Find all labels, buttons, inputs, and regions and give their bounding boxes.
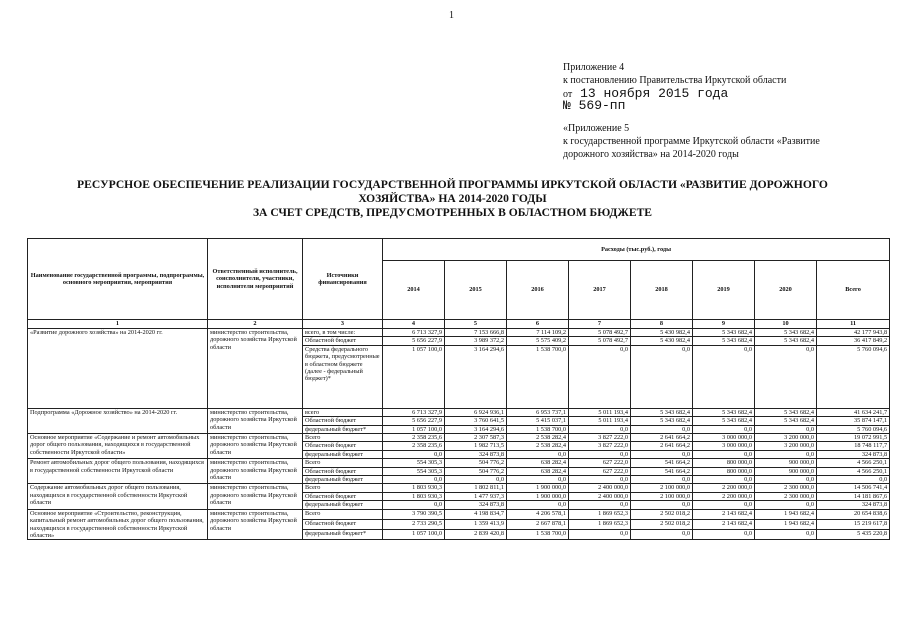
expense-value: 2 400 000,0	[569, 492, 631, 500]
expense-value: 35 874 147,1	[817, 417, 890, 425]
expense-value: 2 667 878,1	[507, 519, 569, 529]
header-year: 2020	[755, 261, 817, 320]
expense-value: 2 143 682,4	[693, 509, 755, 519]
header-name: Наименование государственной программы, подпрограммы, основного мероприятия, мероприятия	[28, 239, 208, 320]
expense-value: 0,0	[755, 450, 817, 458]
funding-source: Всего	[303, 509, 383, 519]
column-index: 11	[817, 320, 890, 329]
expense-value: 2 300 000,0	[755, 484, 817, 492]
expense-value: 900 000,0	[755, 467, 817, 475]
expense-value: 2 300 000,0	[755, 492, 817, 500]
expense-value: 1 477 937,3	[445, 492, 507, 500]
expense-value: 0,0	[631, 425, 693, 433]
expense-value: 0,0	[569, 425, 631, 433]
header-year: 2016	[507, 261, 569, 320]
expense-value: 2 100 000,0	[631, 492, 693, 500]
expense-value: 5 343 682,4	[693, 408, 755, 416]
expense-value: 0,0	[445, 476, 507, 484]
expense-value: 0,0	[383, 476, 445, 484]
expense-value: 627 222,0	[569, 467, 631, 475]
expense-value: 1 802 811,1	[445, 484, 507, 492]
expense-value: 0,0	[631, 530, 693, 540]
funding-source: Областной бюджет	[303, 519, 383, 529]
funding-source: Областной бюджет	[303, 492, 383, 500]
header-year: 2018	[631, 261, 693, 320]
expense-value: 36 417 849,2	[817, 337, 890, 345]
expense-value: 1 943 682,4	[755, 509, 817, 519]
expense-value: 0,0	[569, 501, 631, 509]
expense-value: 324 873,8	[817, 501, 890, 509]
expense-value: 800 000,0	[693, 459, 755, 467]
expense-value: 0,0	[569, 530, 631, 540]
expense-value: 0,0	[569, 345, 631, 408]
funding-source: федеральный бюджет	[303, 501, 383, 509]
funding-source: Областной бюджет	[303, 417, 383, 425]
expense-value: 3 200 000,0	[755, 442, 817, 450]
expense-value: 4 206 578,1	[507, 509, 569, 519]
column-index: 5	[445, 320, 507, 329]
executor: министерство строительства, дорожного хозяйства Иркутской области	[208, 484, 303, 509]
expense-value: 1 538 700,0	[507, 425, 569, 433]
expense-value: 2 502 018,2	[631, 519, 693, 529]
expense-value: 7 114 109,2	[507, 329, 569, 337]
expense-value: 18 748 117,7	[817, 442, 890, 450]
expense-value: 3 000 000,0	[693, 442, 755, 450]
expense-value: 3 000 000,0	[693, 434, 755, 442]
expense-value: 1 803 930,3	[383, 484, 445, 492]
title-line1: РЕСУРСНОЕ ОБЕСПЕЧЕНИЕ РЕАЛИЗАЦИИ ГОСУДАРСТВЕННОЙ ПРОГРАММЫ ИРКУТСКОЙ ОБЛАСТИ «РАЗВИТИЕ ДОРОЖНОГО	[77, 178, 828, 191]
appendix-line4: к государственной программе Иркутской области «Развитие	[563, 136, 820, 147]
expense-value: 4 198 834,7	[445, 509, 507, 519]
expense-value: 800 000,0	[693, 467, 755, 475]
expense-value: 5 343 682,4	[693, 329, 755, 337]
expense-value: 0,0	[507, 501, 569, 509]
column-index: 8	[631, 320, 693, 329]
table-row	[28, 459, 890, 467]
expense-value: 1 057 100,0	[383, 345, 445, 408]
column-index: 9	[693, 320, 755, 329]
expense-value: 2 200 000,0	[693, 484, 755, 492]
expense-value: 554 305,3	[383, 467, 445, 475]
expense-value: 1 900 000,0	[507, 484, 569, 492]
program-name: «Развитие дорожного хозяйства» на 2014-2020 гг.	[28, 329, 208, 409]
expense-value: 0,0	[693, 345, 755, 408]
expense-value: 3 200 000,0	[755, 434, 817, 442]
expense-value: 554 305,3	[383, 459, 445, 467]
expense-value: 4 566 250,1	[817, 459, 890, 467]
executor: министерство строительства, дорожного хозяйства Иркутской области	[208, 408, 303, 433]
expense-value: 6 713 327,9	[383, 329, 445, 337]
expense-value: 14 506 741,4	[817, 484, 890, 492]
funding-source: всего, в том числе:	[303, 329, 383, 337]
expense-value: 627 222,0	[569, 459, 631, 467]
expense-value: 3 164 294,6	[445, 425, 507, 433]
expense-value: 5 656 227,9	[383, 417, 445, 425]
expense-value: 1 900 000,0	[507, 492, 569, 500]
expense-value: 2 641 664,2	[631, 442, 693, 450]
expense-value: 1 057 100,0	[383, 425, 445, 433]
title-line2: ХОЗЯЙСТВА» НА 2014-2020 ГОДЫ	[358, 192, 547, 205]
header-year: Всего	[817, 261, 890, 320]
expense-value: 0,0	[693, 530, 755, 540]
decree-number: № 569-пп	[563, 98, 626, 113]
expense-value: 2 358 235,6	[383, 442, 445, 450]
funding-source: Областной бюджет	[303, 442, 383, 450]
expense-value: 5 343 682,4	[693, 417, 755, 425]
table-row	[28, 408, 890, 416]
expense-value: 3 790 390,5	[383, 509, 445, 519]
budget-table	[27, 238, 890, 540]
expense-value: 1 057 100,0	[383, 530, 445, 540]
column-index: 4	[383, 320, 445, 329]
page-number: 1	[449, 10, 454, 21]
expense-value: 541 664,2	[631, 459, 693, 467]
executor: министерство строительства, дорожного хозяйства Иркутской области	[208, 459, 303, 484]
expense-value: 324 873,8	[445, 450, 507, 458]
expense-value: 3 827 222,0	[569, 434, 631, 442]
program-name: Ремонт автомобильных дорог общего пользования, находящихся в государственной собственности Иркутской области	[28, 459, 208, 484]
appendix-line5: дорожного хозяйства» на 2014-2020 годы	[563, 149, 739, 160]
program-name: Основное мероприятие «Содержание и ремонт автомобильных дорог общего пользования, находящихся в государственной собственности Иркутской области»	[28, 434, 208, 459]
expense-value: 0,0	[755, 530, 817, 540]
funding-source: Всего	[303, 434, 383, 442]
expense-value: 6 953 737,1	[507, 408, 569, 416]
expense-value: 0,0	[569, 476, 631, 484]
header-expenses: Расходы (тыс.руб.), годы	[383, 239, 890, 261]
header-year: 2017	[569, 261, 631, 320]
expense-value: 0,0	[383, 450, 445, 458]
table-row	[28, 434, 890, 442]
appendix-line3: «Приложение 5	[563, 123, 630, 134]
executor: министерство строительства, дорожного хозяйства Иркутской области	[208, 434, 303, 459]
funding-source: Областной бюджет	[303, 467, 383, 475]
expense-value: 3 760 641,5	[445, 417, 507, 425]
decree-date: 13 ноября 2015 года	[580, 86, 729, 101]
expense-value: 5 343 682,4	[755, 329, 817, 337]
expense-value: 1 803 930,3	[383, 492, 445, 500]
expense-value: 5 343 682,4	[631, 417, 693, 425]
expense-value: 0,0	[631, 345, 693, 408]
expense-value: 1 538 700,0	[507, 345, 569, 408]
expense-value: 5 656 227,9	[383, 337, 445, 345]
expense-value: 3 164 294,6	[445, 345, 507, 408]
expense-value: 0,0	[755, 425, 817, 433]
column-index: 3	[303, 320, 383, 329]
expense-value: 1 943 682,4	[755, 519, 817, 529]
expense-value: 2 400 000,0	[569, 484, 631, 492]
expense-value: 0,0	[693, 501, 755, 509]
date-prefix: от	[563, 89, 573, 100]
expense-value: 5 343 682,4	[631, 408, 693, 416]
table-row	[28, 484, 890, 492]
expense-value: 1 538 700,0	[507, 530, 569, 540]
appendix-block	[563, 61, 893, 161]
expense-value: 0,0	[817, 476, 890, 484]
expense-value: 14 181 867,6	[817, 492, 890, 500]
expense-value: 900 000,0	[755, 459, 817, 467]
expense-value: 0,0	[631, 476, 693, 484]
expense-value: 1 869 652,3	[569, 519, 631, 529]
expense-value: 0,0	[755, 476, 817, 484]
document-title	[20, 178, 885, 220]
expense-value: 0,0	[693, 425, 755, 433]
expense-value: 2 641 664,2	[631, 434, 693, 442]
expense-value: 0,0	[383, 501, 445, 509]
expense-value: 1 359 413,9	[445, 519, 507, 529]
funding-source: федеральный бюджет*	[303, 425, 383, 433]
expense-value: 324 873,8	[445, 501, 507, 509]
expense-value: 5 435 220,8	[817, 530, 890, 540]
expense-value: 638 282,4	[507, 467, 569, 475]
funding-source: Всего	[303, 459, 383, 467]
funding-source: Средства федерального бюджета, предусмотренные в областном бюджете (далее - федеральный бюджет)*	[303, 345, 383, 408]
expense-value: 0,0	[569, 450, 631, 458]
column-index: 1	[28, 320, 208, 329]
expense-value: 3 989 372,2	[445, 337, 507, 345]
header-executor: Ответственный исполнитель, соисполнители, участники, исполнители мероприятий	[208, 239, 303, 320]
expense-value: 541 664,2	[631, 467, 693, 475]
expense-value: 2 538 282,4	[507, 442, 569, 450]
appendix-line2: к постановлению Правительства Иркутской области	[563, 75, 787, 86]
executor: министерство строительства, дорожного хозяйства Иркутской области	[208, 329, 303, 409]
expense-value: 0,0	[693, 450, 755, 458]
expense-value: 0,0	[693, 476, 755, 484]
funding-source: всего	[303, 408, 383, 416]
column-index: 2	[208, 320, 303, 329]
expense-value: 2 100 000,0	[631, 484, 693, 492]
funding-source: Всего	[303, 484, 383, 492]
expense-value: 2 200 000,0	[693, 492, 755, 500]
column-index: 6	[507, 320, 569, 329]
expense-value: 2 143 682,4	[693, 519, 755, 529]
expense-value: 2 733 290,5	[383, 519, 445, 529]
expense-value: 6 713 327,9	[383, 408, 445, 416]
expense-value: 2 502 018,2	[631, 509, 693, 519]
expense-value: 504 776,2	[445, 467, 507, 475]
expense-value: 0,0	[507, 476, 569, 484]
expense-value: 2 538 282,4	[507, 434, 569, 442]
expense-value: 0,0	[631, 501, 693, 509]
expense-value: 5 078 492,7	[569, 329, 631, 337]
expense-value: 41 634 241,7	[817, 408, 890, 416]
expense-value: 5 343 682,4	[693, 337, 755, 345]
expense-value: 0,0	[755, 345, 817, 408]
program-name: Основное мероприятие «Строительство, реконструкция, капитальный ремонт автомобильных дорог общего пользования, находящихся в государственной собственности Иркутской области»	[28, 509, 208, 540]
expense-value: 5 343 682,4	[755, 417, 817, 425]
expense-value: 0,0	[507, 450, 569, 458]
title-line3: ЗА СЧЕТ СРЕДСТВ, ПРЕДУСМОТРЕННЫХ В ОБЛАСТНОМ БЮДЖЕТЕ	[252, 206, 653, 219]
expense-value: 5 430 982,4	[631, 337, 693, 345]
table-row	[28, 329, 890, 337]
expense-value: 5 430 982,4	[631, 329, 693, 337]
header-year: 2015	[445, 261, 507, 320]
expense-value: 4 566 250,1	[817, 467, 890, 475]
expense-value: 0,0	[631, 450, 693, 458]
expense-value: 3 827 222,0	[569, 442, 631, 450]
column-index: 7	[569, 320, 631, 329]
header-year: 2014	[383, 261, 445, 320]
expense-value: 5 575 409,2	[507, 337, 569, 345]
expense-value: 1 982 713,5	[445, 442, 507, 450]
expense-value: 324 873,8	[817, 450, 890, 458]
expense-value: 5 011 193,4	[569, 417, 631, 425]
funding-source: федеральный бюджет	[303, 476, 383, 484]
table-row	[28, 509, 890, 519]
appendix-line1: Приложение 4	[563, 62, 625, 73]
expense-value: 2 307 587,3	[445, 434, 507, 442]
expense-value: 5 343 682,4	[755, 337, 817, 345]
expense-value: 6 924 936,1	[445, 408, 507, 416]
expense-value: 19 072 991,5	[817, 434, 890, 442]
program-name: Содержание автомобильных дорог общего пользования, находящихся в государственной собственности Иркутской области	[28, 484, 208, 509]
expense-value: 504 776,2	[445, 459, 507, 467]
expense-value: 2 358 235,6	[383, 434, 445, 442]
expense-value: 638 282,4	[507, 459, 569, 467]
expense-value: 5 760 094,6	[817, 425, 890, 433]
column-index: 10	[755, 320, 817, 329]
expense-value: 20 654 838,6	[817, 509, 890, 519]
funding-source: федеральный бюджет*	[303, 530, 383, 540]
program-name: Подпрограмма «Дорожное хозяйство» на 2014-2020 гг.	[28, 408, 208, 433]
expense-value: 5 078 492,7	[569, 337, 631, 345]
expense-value: 1 869 652,3	[569, 509, 631, 519]
executor: министерство строительства, дорожного хозяйства Иркутской области	[208, 509, 303, 540]
funding-source: федеральный бюджет	[303, 450, 383, 458]
expense-value: 0,0	[755, 501, 817, 509]
expense-value: 5 343 682,4	[755, 408, 817, 416]
header-year: 2019	[693, 261, 755, 320]
header-source: Источники финансирования	[303, 239, 383, 320]
expense-value: 5 011 193,4	[569, 408, 631, 416]
funding-source: Областной бюджет	[303, 337, 383, 345]
expense-value: 42 177 943,8	[817, 329, 890, 337]
expense-value: 7 153 666,8	[445, 329, 507, 337]
expense-value: 5 760 094,6	[817, 345, 890, 408]
expense-value: 5 415 037,1	[507, 417, 569, 425]
expense-value: 2 839 420,8	[445, 530, 507, 540]
expense-value: 15 219 617,8	[817, 519, 890, 529]
